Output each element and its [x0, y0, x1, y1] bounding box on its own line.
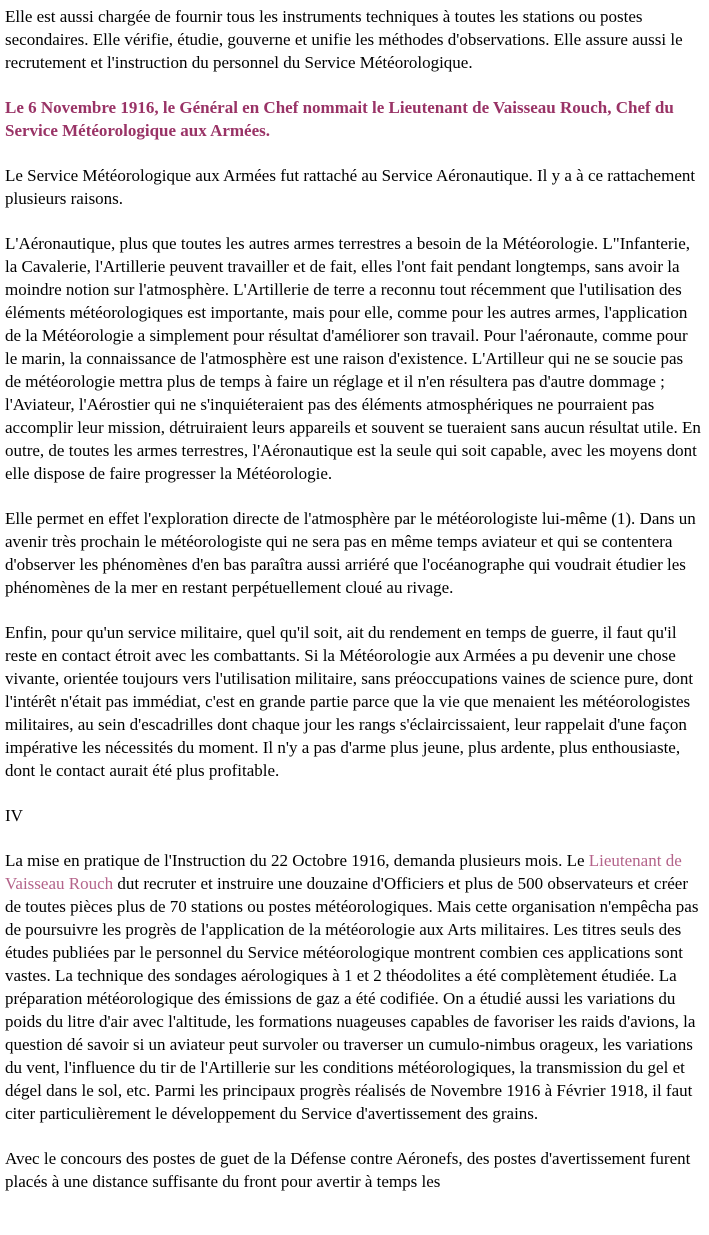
paragraph-avertissement: Avec le concours des postes de guet de la Défense contre Aéronefs, des postes d'avertissement furent placés à une distance suffisante du front pour avertir à temps les [5, 1149, 691, 1191]
paragraph-aeronautique: L'Aéronautique, plus que toutes les autres armes terrestres a besoin de la Météorologie. L"Infanterie, la Cavalerie, l'Artillerie peuvent travailler et de fait, elles l'ont fait pendant longtemps, sans avoir la moindre notion sur l'atmosphère. L'Artillerie de terre a reconnu tout récemment que l'utilisation des éléments météorologiques est importante, mais pour elle, comme pour les autres armes, l'application de la Météorologie a simplement pour résultat d'améliorer son travail. Pour l'aéronaute, comme pour le marin, la connaissance de l'atmosphère est une raison d'existence. L'Artilleur qui ne se soucie pas de météorologie mettra plus de temps à faire un réglage et il n'en résultera pas d'autre dommage ; l'Aviateur, l'Aérostier qui ne s'inquiéteraient pas des éléments atmosphériques ne pourraient pas accomplir leur mission, détruiraient leurs appareils et souvent se tueraient sans aucun résultat utile. En outre, de toutes les armes terrestres, l'Aéronautique est la seule qui soit capable, avec les moyens dont elle dispose de faire progresser la Météorologie. [5, 234, 701, 483]
heading-appointment: Le 6 Novembre 1916, le Général en Chef nommait le Lieutenant de Vaisseau Rouch, Chef du Service Météorologique aux Armées. [5, 98, 674, 140]
section-number: IV [5, 806, 23, 825]
paragraph-organisation-before-link: La mise en pratique de l'Instruction du 22 Octobre 1916, demanda plusieurs mois. Le [5, 851, 589, 870]
paragraph-organisation [5, 849, 702, 1125]
paragraph-organisation-after-link: dut recruter et instruire une douzaine d'Officiers et plus de 500 observateurs et créer de toutes pièces plus de 70 stations ou postes météorologiques. Mais cette organisation n'empêcha pas de poursuivre les progrès de l'application de la météorologie aux Arts militaires. Les titres seuls des études publiées par le personnel du Service météorologique montrent combien ces applications sont vastes. La technique des sondages aérologiques à 1 et 2 théodolites a été complètement étudiée. La préparation météorologique des émissions de gaz a été codifiée. On a étudié aussi les variations du poids du litre d'air avec l'altitude, les formations nuageuses capables de favoriser les raids d'avions, la question dé savoir si un aviateur peut survoler ou traverser un cumulo-nimbus orageux, les variations du vent, l'influence du tir de l'Artillerie sur les conditions météorologiques, la transmission du gel et dégel dans le sol, etc. Parmi les principaux progrès réalisés de Novembre 1916 à Février 1918, il faut citer particulièrement le développement du Service d'avertissement des grains. [5, 874, 699, 1123]
paragraph-rattachement: Le Service Météorologique aux Armées fut rattaché au Service Aéronautique. Il y a à ce rattachement plusieurs raisons. [5, 166, 696, 208]
paragraph-exploration: Elle permet en effet l'exploration directe de l'atmosphère par le météorologiste lui-même (1). Dans un avenir très prochain le météorologiste qui ne sera pas en même temps aviateur et qui se contentera d'observer les phénomènes d'en bas paraîtra aussi arriéré que l'océanographe qui voudrait étudier les phénomènes de la mer en restant perpétuellement cloué au rivage. [5, 509, 696, 597]
paragraph-intro: Elle est aussi chargée de fournir tous les instruments techniques à toutes les stations ou postes secondaires. Elle vérifie, étudie, gouverne et unifie les méthodes d'observations. Elle assure aussi le recrutement et l'instruction du personnel du Service Météorologique. [5, 7, 683, 72]
paragraph-contact: Enfin, pour qu'un service militaire, quel qu'il soit, ait du rendement en temps de guerre, il faut qu'il reste en contact étroit avec les combattants. Si la Météorologie aux Armées a pu devenir une chose vivante, orientée toujours vers l'utilisation militaire, sans préoccupations vaines de science pure, dont l'intérêt n'était pas immédiat, c'est en grande partie parce que la vie que menaient les météorologistes militaires, au sein d'escadrilles dont chaque jour les rangs s'éclaircissaient, leur rappelait d'une façon impérative les nécessités du moment. Il n'y a pas d'arme plus jeune, plus ardente, plus enthousiaste, dont le contact aurait été plus profitable. [5, 623, 694, 780]
rouch-link[interactable]: Lieutenant de Vaisseau Rouch [5, 851, 682, 893]
